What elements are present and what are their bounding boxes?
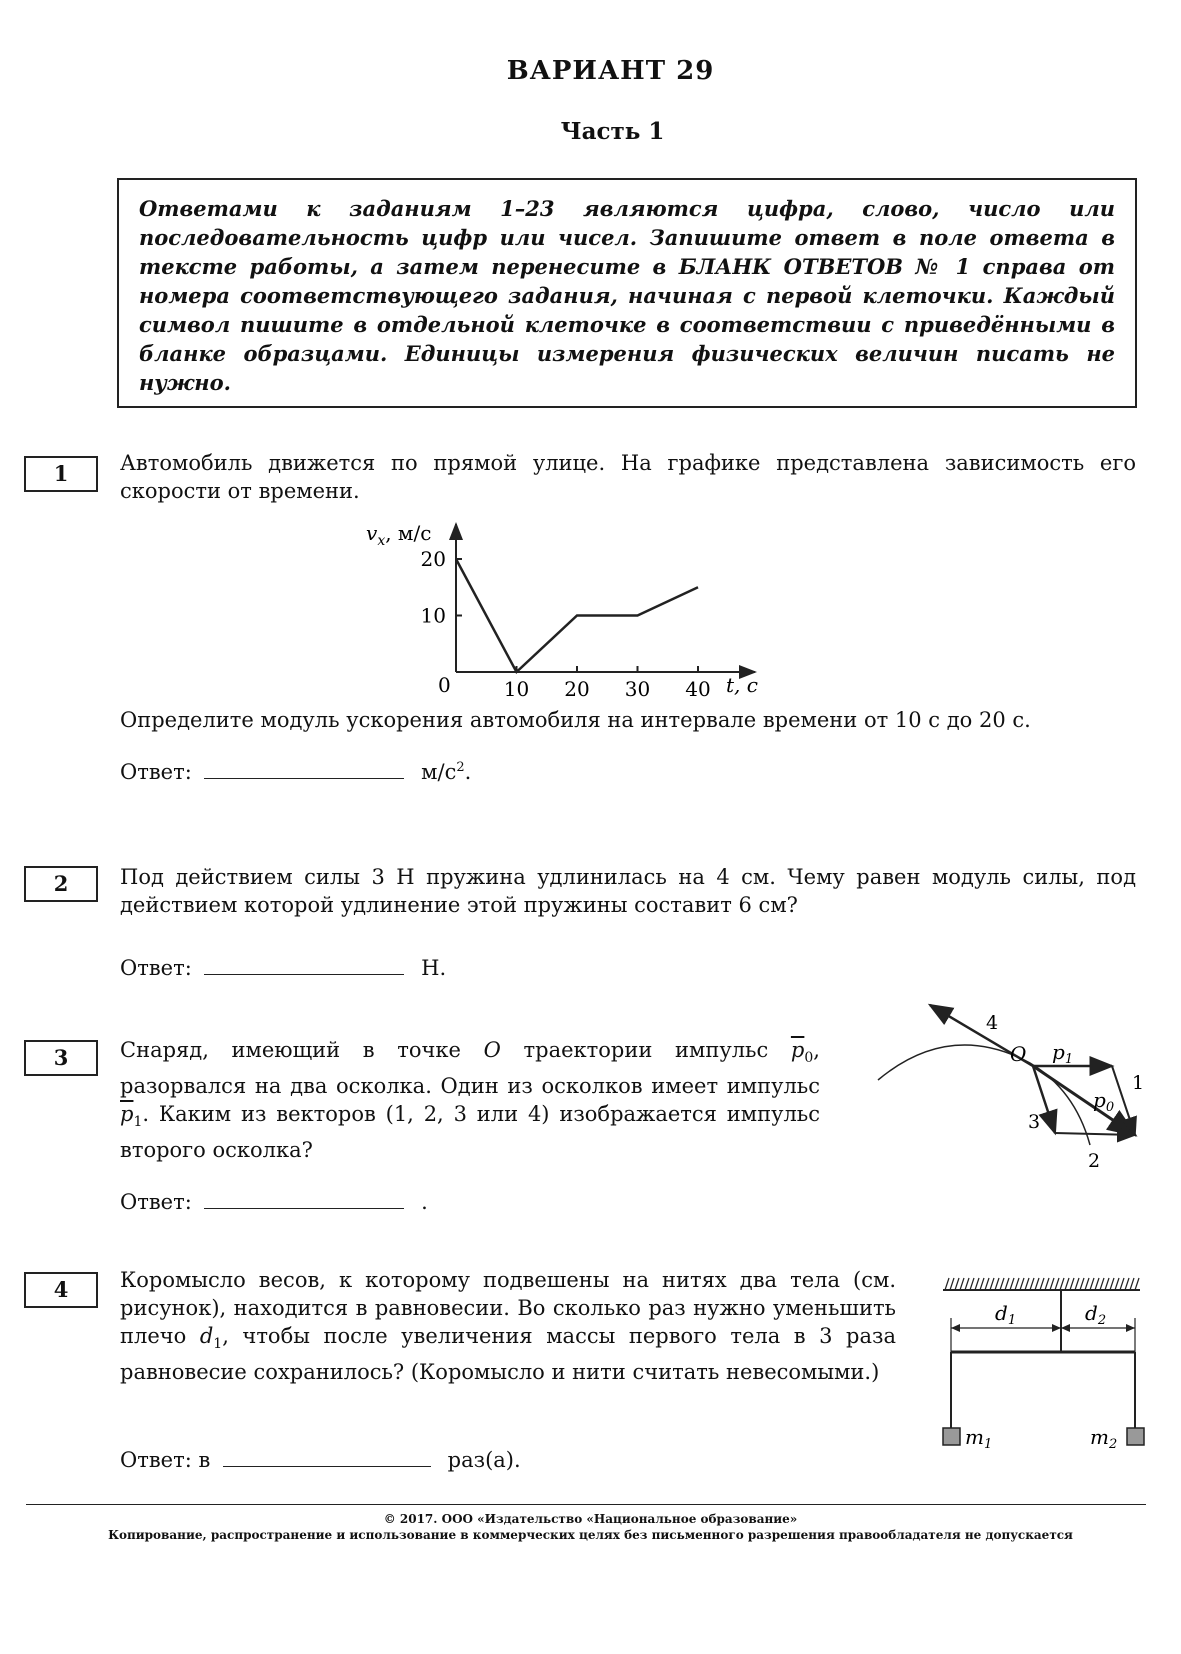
p0-symbol: $\overline{p}$: [790, 1038, 805, 1062]
label-3: 3: [1028, 1111, 1041, 1133]
x-tick-label: 20: [564, 677, 590, 701]
y-tick-label: 10: [420, 603, 446, 628]
y-axis-label: $v_x$, м/с: [366, 521, 432, 549]
answer-field[interactable]: [204, 956, 404, 975]
instructions-box: [117, 178, 1137, 408]
answer-unit-sup: 2: [456, 760, 465, 775]
footer-notice: Копирование, распространение и использование в коммерческих целях без письменного разрешения правообладателя не допускается: [108, 1528, 1073, 1542]
mass-2-block: [1127, 1428, 1144, 1445]
label-4: 4: [986, 1012, 999, 1034]
mass-1-block: [943, 1428, 960, 1445]
ceiling-hatch: [945, 1278, 1139, 1290]
point-o-label: O: [1010, 1042, 1027, 1066]
task-3-number: 3: [24, 1040, 98, 1076]
velocity-time-chart: [360, 520, 800, 735]
x-tick-label: 40: [685, 677, 711, 701]
answer-label: Ответ:: [120, 956, 192, 980]
task-4-answer: [120, 1448, 521, 1472]
x-tick-label: 10: [503, 677, 530, 701]
task-3-text: Снаряд, имеющий в точке O траектории импульс $\overline{p}_0$, разорвался на два осколка. Один из осколков имеет импульс $\overline{p}_1$. Каким из векторов (1, 2, 3 или 4) изображается импульс второго осколка?: [120, 1038, 820, 1163]
answer-label: Ответ:: [120, 760, 192, 784]
p1-symbol: $\overline{p}$: [120, 1102, 134, 1127]
answer-label: Ответ:: [120, 1190, 192, 1214]
task-2-number: 2: [24, 866, 98, 902]
origin-label: 0: [438, 673, 451, 697]
task-1-number: 1: [24, 456, 98, 492]
d1-label: $d_1$: [995, 1301, 1017, 1328]
task-2-answer: [120, 956, 446, 980]
momentum-vectors-figure: [870, 995, 1160, 1175]
velocity-series-line: [456, 559, 698, 672]
task-1-text: Автомобиль движется по прямой улице. На графике представлена зависимость его скорости от времени.: [120, 451, 1136, 503]
x-axis-label: t, с: [726, 673, 758, 697]
task-4-number: 4: [24, 1272, 98, 1308]
footer-copyright: © 2017. ООО «Издательство «Национальное образование»: [383, 1512, 798, 1526]
m1-label: $m_1$: [965, 1425, 993, 1452]
d2-label: $d_2$: [1085, 1301, 1107, 1328]
answer-unit: Н.: [421, 956, 447, 980]
part-title: Часть 1: [560, 118, 665, 145]
task-3-answer: [120, 1190, 428, 1214]
y-tick-label: 20: [420, 547, 446, 571]
answer-field[interactable]: [204, 760, 404, 779]
p1-label: $p_1$: [1052, 1040, 1074, 1067]
balance-beam-figure: [935, 1268, 1155, 1458]
variant-title: ВАРИАНТ 29: [506, 56, 715, 86]
task-1-question: Определите модуль ускорения автомобиля на интервале времени от 10 с до 20 с.: [120, 708, 1031, 732]
task-4-text: Коромысло весов, к которому подвешены на нитях два тела (см. рисунок), находится в равновесии. Во сколько раз нужно уменьшить плечо $d_1$, чтобы после увеличения массы первого тела в 3 раза равновесие сохранилось? (Коромысло и нити считать невесомыми.): [120, 1268, 896, 1385]
label-1: 1: [1132, 1072, 1145, 1094]
answer-unit-end: .: [464, 760, 472, 784]
vector-2: [1055, 1133, 1135, 1135]
answer-unit: .: [421, 1190, 428, 1214]
answer-field[interactable]: [204, 1190, 404, 1209]
m2-label: $m_2$: [1090, 1425, 1118, 1452]
answer-label: Ответ: в: [120, 1448, 211, 1472]
footer-divider: [26, 1504, 1146, 1505]
label-2: 2: [1088, 1150, 1101, 1172]
answer-field[interactable]: [223, 1448, 431, 1467]
task-2-text: Под действием силы 3 Н пружина удлинилась на 4 см. Чему равен модуль силы, под действием которой удлинение этой пружины составит 6 см?: [120, 865, 1136, 917]
vector-p0: [1033, 1066, 1135, 1135]
instructions-text: Ответами к заданиям 1–23 являются цифра, слово, число или последовательность цифр или чисел. Запишите ответ в поле ответа в тексте работы, а затем перенесите в БЛАНК ОТВЕТОВ № 1 справа от номера соответствующего задания, начиная с первой клеточки. Каждый символ пишите в отдельной клеточке в соответствии с приведёнными в бланке образцами. Единицы измерения физических величин писать не нужно.: [139, 196, 1115, 395]
answer-unit: раз(а).: [447, 1448, 521, 1472]
p0-label: $p_0$: [1093, 1088, 1115, 1115]
x-tick-label: 30: [624, 677, 651, 701]
answer-unit: м/с: [421, 760, 457, 784]
task-1-answer: [120, 760, 471, 784]
